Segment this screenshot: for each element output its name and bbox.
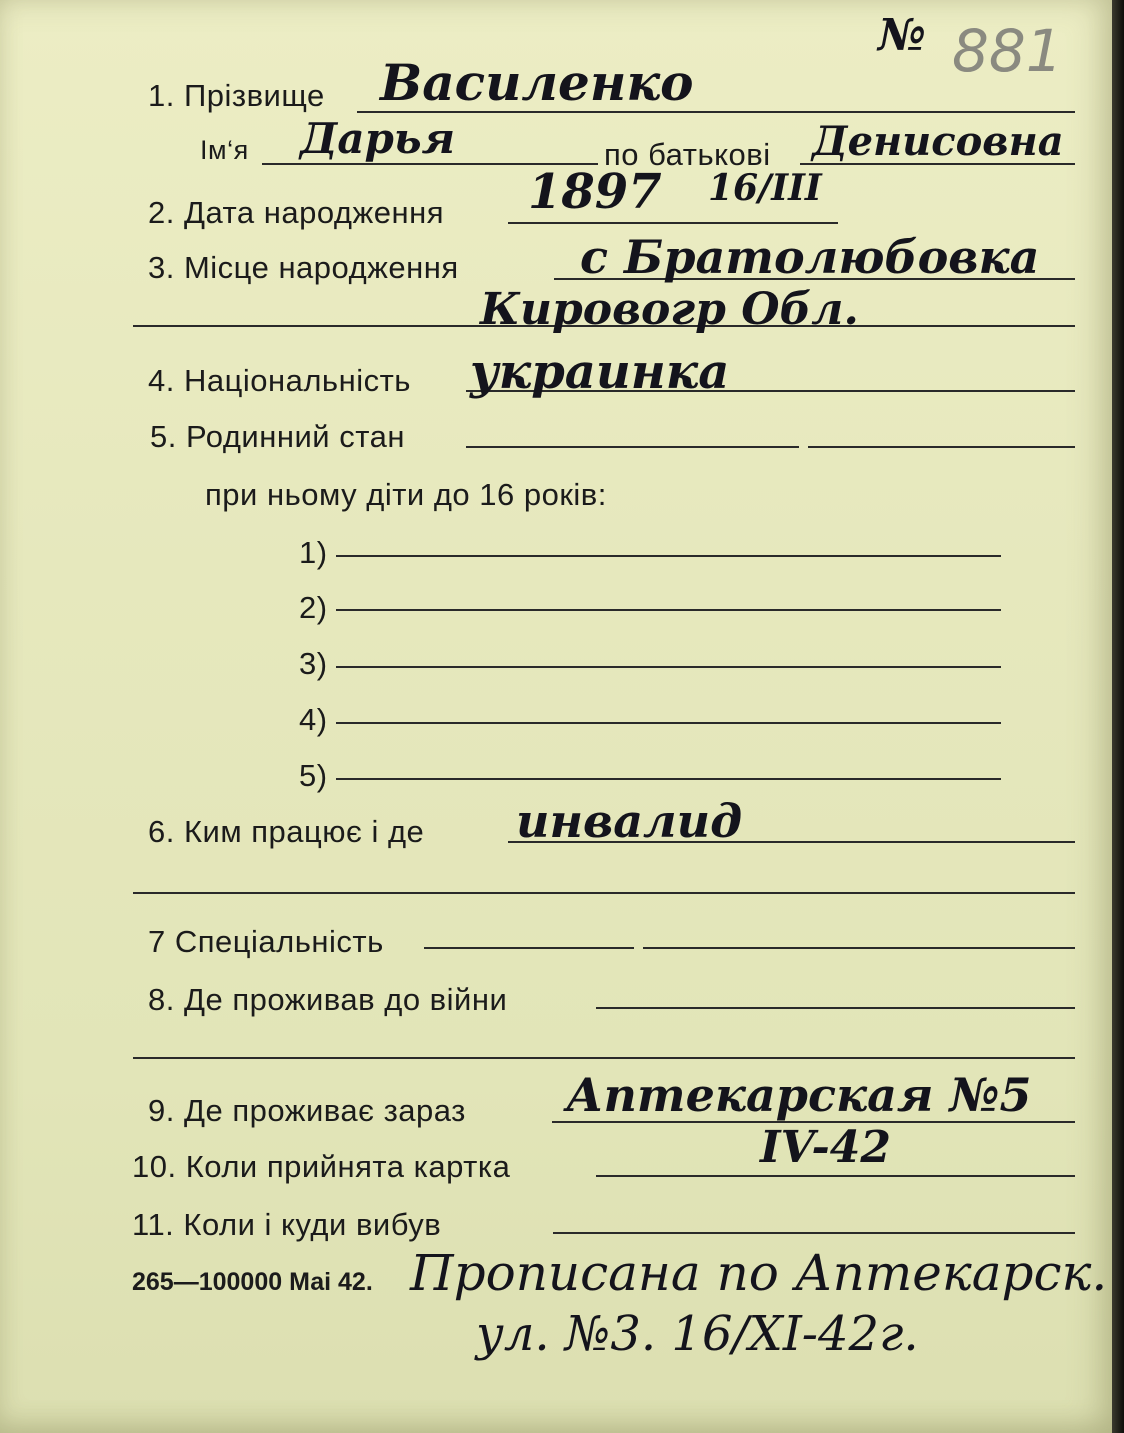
prewar-residence-line-2 xyxy=(133,1057,1075,1059)
birthplace-village-value: с Братолюбовка xyxy=(580,230,1040,284)
departure-label: 11. Коли і куди вибув xyxy=(132,1207,442,1242)
child-5-line xyxy=(336,778,1001,780)
surname-value: Василенко xyxy=(380,53,694,112)
birth-date-label: 2. Дата народження xyxy=(148,195,444,230)
occupation-line-2 xyxy=(133,892,1075,894)
record-number: 881 xyxy=(952,17,1063,85)
prewar-residence-line xyxy=(596,1007,1075,1009)
child-1-label: 1) xyxy=(299,535,328,570)
child-1-line xyxy=(336,555,1001,557)
family-status-line-b xyxy=(808,446,1075,448)
paper-edge-shadow xyxy=(1112,0,1124,1433)
first-name-value: Дарья xyxy=(300,114,456,163)
birthplace-region-value: Кировогр Обл. xyxy=(480,284,859,335)
current-residence-label: 9. Де проживає зараз xyxy=(148,1093,466,1128)
departure-line xyxy=(553,1232,1075,1234)
speciality-label: 7 Спеціальність xyxy=(148,924,384,959)
child-5-label: 5) xyxy=(299,758,328,793)
patronymic-label: по батькові xyxy=(604,137,771,172)
family-status-line-a xyxy=(466,446,799,448)
departure-note-line-2: ул. №3. 16/XI-42г. xyxy=(476,1306,919,1362)
occupation-value: инвалид xyxy=(516,794,743,848)
child-3-label: 3) xyxy=(299,646,328,681)
record-number-prefix: № xyxy=(878,10,926,61)
printer-mark: 265—100000 Маі 42. xyxy=(132,1268,373,1296)
departure-note-line-1: Прописана по Аптекарск. xyxy=(410,1244,1108,1302)
patronymic-value: Денисовна xyxy=(812,118,1064,165)
child-3-line xyxy=(336,666,1001,668)
birth-year-value: 1897 xyxy=(528,164,662,220)
card-accepted-line xyxy=(596,1175,1075,1177)
current-residence-value: Аптекарская №5 xyxy=(566,1068,1032,1122)
card-accepted-value: IV-42 xyxy=(760,1122,892,1173)
child-2-label: 2) xyxy=(299,590,328,625)
speciality-line-a xyxy=(424,947,634,949)
surname-label: 1. Прізвище xyxy=(148,78,325,113)
birthplace-label: 3. Місце народження xyxy=(148,250,459,285)
first-name-label: Ім‘я xyxy=(200,135,249,165)
prewar-residence-label: 8. Де проживав до війни xyxy=(148,982,508,1017)
family-status-label: 5. Родинний стан xyxy=(150,419,405,454)
birth-date-line xyxy=(508,222,838,224)
card-accepted-label: 10. Коли прийнята картка xyxy=(132,1149,511,1184)
occupation-label: 6. Ким працює і де xyxy=(148,814,425,849)
birth-day-month-value: 16/III xyxy=(708,167,822,209)
speciality-line-b xyxy=(643,947,1075,949)
nationality-value: украинка xyxy=(470,344,730,400)
nationality-label: 4. Національність xyxy=(148,363,411,398)
child-2-line xyxy=(336,609,1001,611)
child-4-line xyxy=(336,722,1001,724)
children-label: при ньому діти до 16 років: xyxy=(205,477,607,512)
child-4-label: 4) xyxy=(299,702,328,737)
